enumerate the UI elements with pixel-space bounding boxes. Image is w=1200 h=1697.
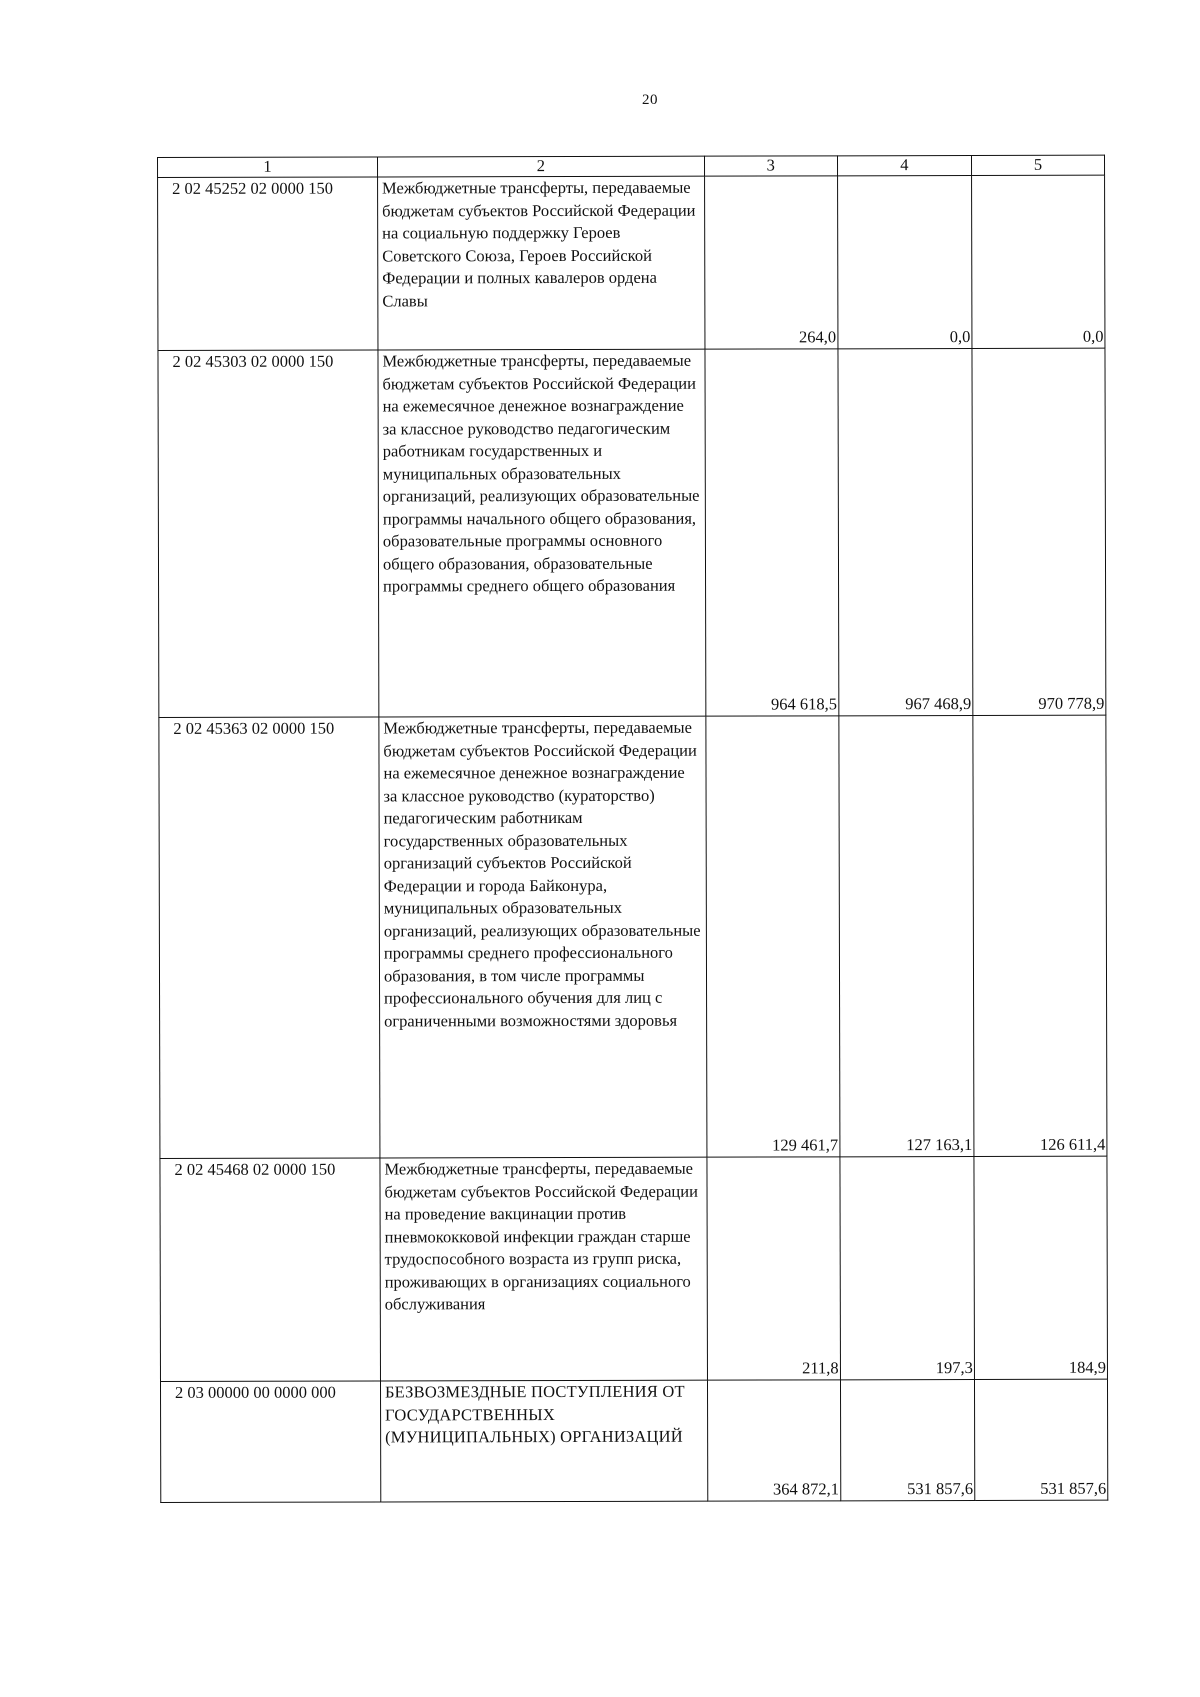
table-row: [160, 1156, 1108, 1381]
value-col-4: 197,3: [840, 1157, 975, 1380]
value-col-3: 211,8: [707, 1157, 841, 1380]
budget-code: 2 02 45468 02 0000 150: [160, 1158, 381, 1382]
budget-code: 2 02 45363 02 0000 150: [159, 717, 380, 1159]
table-row: [158, 348, 1106, 717]
table-row: [160, 1379, 1107, 1502]
column-header-3: 3: [704, 156, 837, 176]
item-name: Межбюджетные трансферты, передаваемые бюджетам субъектов Российской Федерации на проведение вакцинации против пневмококковой инфекции граждан старше трудоспособного возраста из групп риска, проживающих в организациях социального обслуживания: [380, 1157, 707, 1381]
header-row: [158, 155, 1105, 177]
column-header-1: 1: [158, 157, 378, 178]
value-col-5: 531 857,6: [974, 1379, 1107, 1500]
item-name: БЕЗВОЗМЕЗДНЫЕ ПОСТУПЛЕНИЯ ОТ ГОСУДАРСТВЕННЫХ (МУНИЦИПАЛЬНЫХ) ОРГАНИЗАЦИЙ: [380, 1380, 707, 1502]
budget-code: 2 02 45252 02 0000 150: [158, 177, 378, 351]
budget-code: 2 03 00000 00 0000 000: [160, 1381, 380, 1503]
value-col-4: 0,0: [837, 176, 972, 349]
item-name: Межбюджетные трансферты, передаваемые бюджетам субъектов Российской Федерации на социальную поддержку Героев Советского Союза, Героев Российской Федерации и полных кавалеров ордена Славы: [378, 176, 705, 350]
table-row: [159, 715, 1107, 1158]
value-col-5: 126 611,4: [973, 715, 1107, 1156]
value-col-4: 127 163,1: [839, 716, 974, 1157]
column-header-4: 4: [837, 156, 971, 176]
page-number: 20: [642, 92, 658, 108]
value-col-3: 364 872,1: [707, 1380, 840, 1501]
value-col-3: 129 461,7: [705, 716, 839, 1157]
value-col-5: 0,0: [971, 175, 1105, 348]
value-col-5: 970 778,9: [972, 348, 1106, 715]
value-col-4: 531 857,6: [840, 1380, 974, 1501]
column-header-2: 2: [377, 156, 704, 177]
value-col-3: 964 618,5: [705, 349, 839, 716]
column-header-5: 5: [971, 155, 1104, 175]
table-row: [158, 175, 1105, 350]
budget-code: 2 02 45303 02 0000 150: [158, 350, 379, 718]
item-name: Межбюджетные трансферты, передаваемые бюджетам субъектов Российской Федерации на ежемесячное денежное вознаграждение за классное руководство (кураторство) педагогическим работникам государственных образовательных организаций субъектов Российской Федерации и города Байконура, муниципальных образовательных организаций, реализующих образовательные программы среднего профессионального образования, в том числе программы профессионального обучения для лиц с ограниченными возможностями здоровья: [379, 716, 707, 1158]
value-col-5: 184,9: [974, 1156, 1108, 1379]
budget-revenue-table: [157, 155, 1108, 1503]
value-col-3: 264,0: [704, 176, 838, 349]
item-name: Межбюджетные трансферты, передаваемые бюджетам субъектов Российской Федерации на ежемесячное денежное вознаграждение за классное руководство педагогическим работникам государственных и муниципальных образовательных организаций, реализующих образовательные программы начального общего образования, образовательные программы основного общего образования, образовательные программы среднего общего образования: [378, 349, 706, 717]
value-col-4: 967 468,9: [838, 349, 973, 716]
